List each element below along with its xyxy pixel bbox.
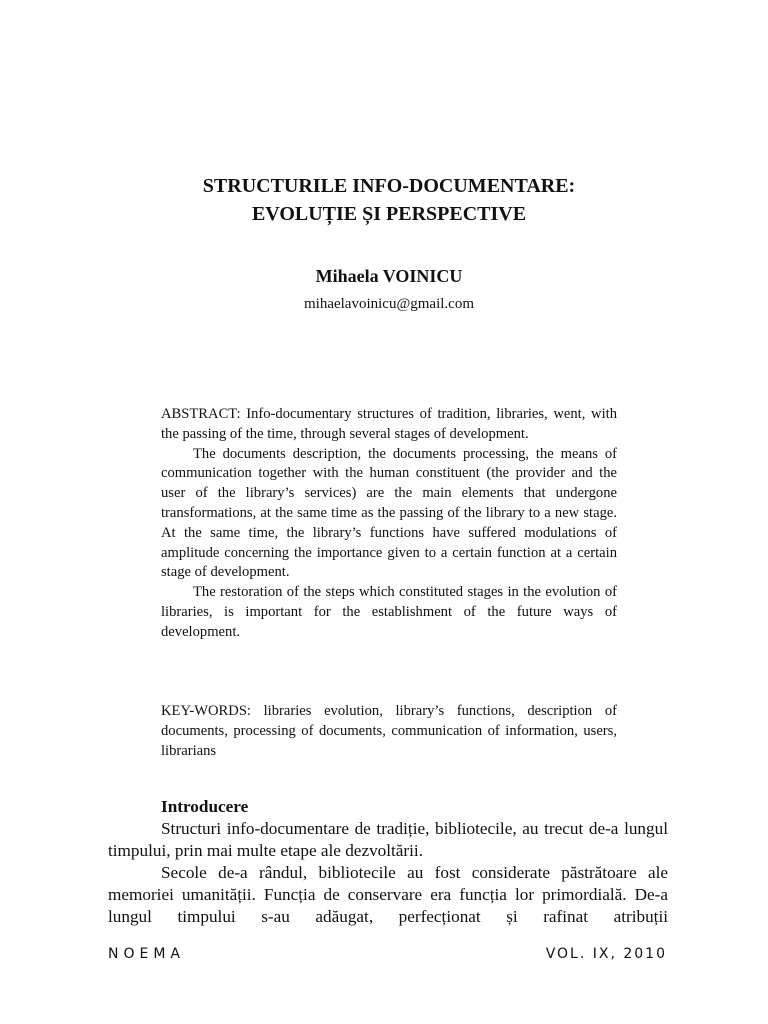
author-name: Mihaela VOINICU <box>315 266 463 286</box>
abstract-section <box>161 405 617 643</box>
body-paragraph-2: Secole de-a rândul, bibliotecile au fost considerate păstrătoare ale memoriei umanității. Funcția de conservare era funcția lor primordială. De-a lungul timpului s-au adăugat, perfecționat și rafinat atribuții <box>108 863 668 926</box>
author-email: mihaelavoinicu@gmail.com <box>303 296 475 312</box>
article-body <box>108 796 668 928</box>
article-title <box>100 172 678 228</box>
keywords-section: KEY-WORDS: libraries evolution, library’s functions, description of documents, processing of documents, communication of information, users, librarians <box>161 703 617 759</box>
abstract-paragraph-2: The documents description, the documents processing, the means of communication together with the human constituent (the provider and the user of the library’s services) are the main elements that undergone transformations, at the same time as the passing of the library to a new stage. At the same time, the library’s functions have suffered modulations of amplitude concerning the importance given to a certain function at a certain stage of development. <box>161 445 617 581</box>
article-title-line-1: STRUCTURILE INFO-DOCUMENTARE: <box>202 175 576 197</box>
abstract-paragraph-3: The restoration of the steps which constituted stages in the evolution of libraries, is important for the establishment of the future ways of development. <box>161 584 617 640</box>
section-heading: Introducere <box>161 797 249 816</box>
body-paragraph-1: Structuri info-documentare de tradiție, bibliotecile, au trecut de-a lungul timpului, prin mai multe etape ale dezvoltării. <box>108 819 668 860</box>
volume-info: VOL. IX, 2010 <box>545 946 667 962</box>
abstract-paragraph-1: ABSTRACT: Info-documentary structures of tradition, libraries, went, with the passing of the time, through several stages of development. <box>161 406 617 442</box>
article-title-line-2: EVOLUȚIE ȘI PERSPECTIVE <box>251 203 527 225</box>
journal-name: NOEMA <box>108 946 185 962</box>
